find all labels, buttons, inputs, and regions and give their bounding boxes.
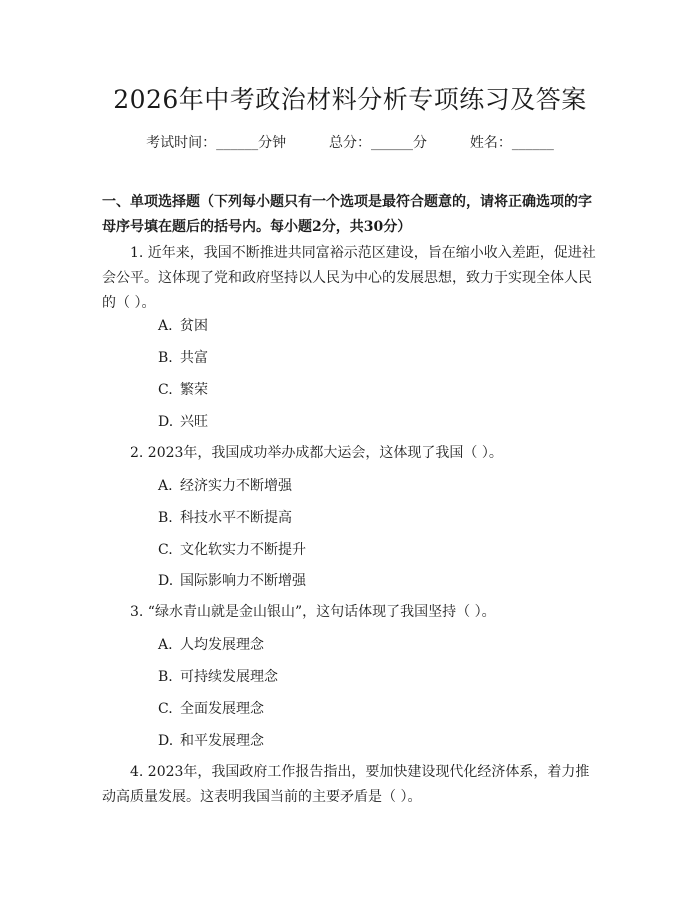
question-4: 4. 2023年，我国政府工作报告指出，要加快建设现代化经济体系，着力推动高质量发展。这表明我国当前的主要矛盾是（ ）。 bbox=[102, 764, 590, 805]
document-title: 2026年中考政治材料分析专项练习及答案 bbox=[113, 85, 587, 114]
option-text: 共富 bbox=[180, 350, 208, 366]
question-2-option-d bbox=[158, 571, 306, 591]
total-score-unit: 分 bbox=[413, 135, 427, 151]
option-letter: A. bbox=[158, 478, 173, 494]
question-3-option-b bbox=[158, 667, 278, 687]
option-text: 人均发展理念 bbox=[180, 637, 264, 653]
option-text: 繁荣 bbox=[180, 382, 208, 398]
option-text: 国际影响力不断增强 bbox=[180, 573, 306, 589]
question-1-option-d bbox=[158, 412, 208, 432]
name-blank: ______ bbox=[511, 135, 554, 151]
question-1: 1. 近年来，我国不断推进共同富裕示范区建设，旨在缩小收入差距，促进社会公平。这体现了党和政府坚持以人民为中心的发展思想，致力于实现全体人民的（ ）。 bbox=[102, 245, 596, 311]
option-text: 可持续发展理念 bbox=[180, 669, 278, 685]
option-letter: A. bbox=[158, 318, 173, 334]
question-3: 3. “绿水青山就是金山银山”，这句话体现了我国坚持（ ）。 bbox=[130, 604, 496, 620]
option-text: 兴旺 bbox=[180, 414, 208, 430]
option-letter: D. bbox=[158, 733, 174, 749]
option-letter: B. bbox=[158, 510, 173, 526]
option-letter: D. bbox=[158, 414, 174, 430]
question-2-option-a bbox=[158, 476, 292, 496]
option-text: 科技水平不断提高 bbox=[180, 510, 292, 526]
exam-time-unit: 分钟 bbox=[258, 135, 287, 151]
option-letter: B. bbox=[158, 669, 173, 685]
exam-meta-line bbox=[0, 132, 700, 152]
question-1-option-c bbox=[158, 380, 208, 400]
option-text: 文化软实力不断提升 bbox=[180, 542, 306, 558]
option-letter: C. bbox=[158, 382, 173, 398]
exam-time-label: 考试时间： bbox=[146, 135, 217, 151]
question-1-option-a bbox=[158, 316, 208, 336]
total-score-blank: ______ bbox=[371, 135, 413, 151]
section-heading: 一、单项选择题（下列每小题只有一个选项是最符合题意的，请将正确选项的字母序号填在题后的括号内。每小题2分，共30分） bbox=[102, 194, 592, 235]
option-text: 经济实力不断增强 bbox=[180, 478, 292, 494]
name-label: 姓名： bbox=[469, 135, 512, 151]
question-2-option-b bbox=[158, 508, 292, 528]
option-letter: C. bbox=[158, 701, 173, 717]
question-3-option-c bbox=[158, 699, 264, 719]
option-text: 全面发展理念 bbox=[180, 701, 264, 717]
option-text: 和平发展理念 bbox=[180, 733, 264, 749]
question-2-option-c bbox=[158, 540, 306, 560]
option-text: 贫困 bbox=[180, 318, 208, 334]
option-letter: C. bbox=[158, 542, 173, 558]
total-score-label: 总分： bbox=[329, 135, 371, 151]
question-3-option-d bbox=[158, 731, 264, 751]
exam-time-blank: ______ bbox=[216, 135, 259, 151]
option-letter: B. bbox=[158, 350, 173, 366]
option-letter: A. bbox=[158, 637, 173, 653]
question-3-option-a bbox=[158, 635, 264, 655]
question-1-option-b bbox=[158, 348, 208, 368]
question-2: 2. 2023年，我国成功举办成都大运会，这体现了我国（ ）。 bbox=[130, 445, 503, 461]
option-letter: D. bbox=[158, 573, 174, 589]
